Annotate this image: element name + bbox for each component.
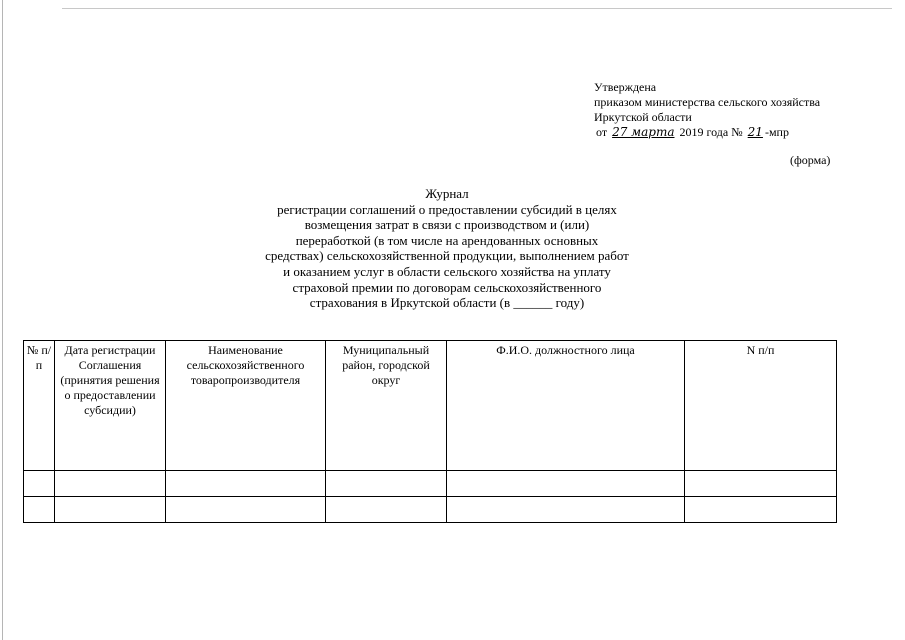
approval-stamp-block <box>594 80 820 140</box>
table-cell <box>166 497 326 523</box>
handwritten-order-number: 21 <box>747 125 763 139</box>
approval-date-line <box>596 125 820 140</box>
document-heading <box>232 186 662 311</box>
table-cell <box>447 497 685 523</box>
table-cell <box>685 471 837 497</box>
table-cell <box>55 497 166 523</box>
heading-line: страховой премии по договорам сельскохозяйственного <box>292 279 602 295</box>
scan-edge-left <box>2 0 3 640</box>
table-cell <box>166 471 326 497</box>
table-cell <box>24 497 55 523</box>
column-header-producer-name: Наименование сельскохозяйственного товаропроизводителя <box>166 341 326 471</box>
heading-line: страхования в Иркутской области (в ______ году) <box>309 295 585 311</box>
table-cell <box>24 471 55 497</box>
heading-line: переработкой (в том числе на арендованных основных <box>295 232 599 248</box>
column-header-n: N п/п <box>685 341 837 471</box>
table-cell <box>685 497 837 523</box>
journal-table <box>23 340 837 523</box>
table-row <box>24 471 837 497</box>
table-header-row <box>24 341 837 471</box>
approval-line-2: приказом министерства сельского хозяйства <box>594 95 821 109</box>
heading-line: регистрации соглашений о предоставлении субсидий в целях <box>277 201 617 217</box>
heading-line: возмещения затрат в связи с производством и (или) <box>304 217 590 233</box>
handwritten-date: 27 марта <box>612 125 675 139</box>
order-suffix: -мпр <box>764 125 789 139</box>
table-row <box>24 497 837 523</box>
table-cell <box>447 471 685 497</box>
heading-line: средствах) сельскохозяйственной продукции, выполнением работ <box>265 248 629 264</box>
approval-line-1: Утверждена <box>594 80 657 94</box>
column-header-registration-date: Дата регистрации Соглашения (принятия решения о предоставлении субсидии) <box>55 341 166 471</box>
heading-title: Журнал <box>425 186 469 201</box>
column-header-official-name: Ф.И.О. должностного лица <box>447 341 685 471</box>
column-header-municipality: Муниципальный район, городской округ <box>326 341 447 471</box>
approval-line-3: Иркутской области <box>594 110 692 124</box>
table-cell <box>326 471 447 497</box>
column-header-number: № п/п <box>24 341 55 471</box>
heading-line: и оказанием услуг в области сельского хозяйства на уплату <box>283 263 611 279</box>
table-cell <box>55 471 166 497</box>
table-cell <box>326 497 447 523</box>
form-label: (форма) <box>790 153 831 167</box>
date-prefix: от <box>596 125 608 139</box>
scan-edge-top <box>62 8 892 9</box>
date-year: 2019 года № <box>679 125 743 139</box>
